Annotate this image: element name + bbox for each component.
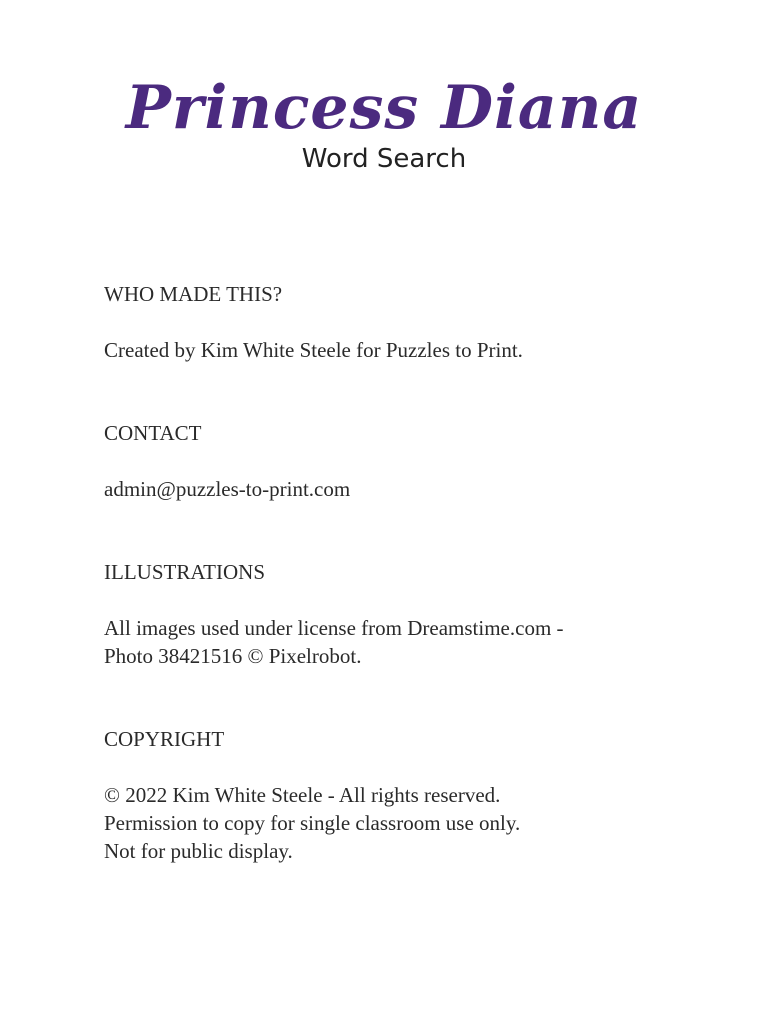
body-line: All images used under license from Dreamstime.com - xyxy=(104,616,564,640)
body-line: Created by Kim White Steele for Puzzles to Print. xyxy=(104,338,523,362)
body-line: Permission to copy for single classroom use only. xyxy=(104,811,521,835)
body-line: Photo 38421516 © Pixelrobot. xyxy=(104,644,362,668)
section-illustrations xyxy=(104,558,704,670)
contact-email: admin@puzzles-to-print.com xyxy=(104,477,351,501)
page-title: Princess Diana xyxy=(125,73,643,143)
section-body xyxy=(104,475,704,503)
credits-content xyxy=(104,280,704,920)
body-line: © 2022 Kim White Steele - All rights reserved. xyxy=(104,783,501,807)
section-heading: ILLUSTRATIONS xyxy=(104,560,265,584)
section-heading: CONTACT xyxy=(104,421,202,445)
section-contact xyxy=(104,419,704,503)
section-heading: WHO MADE THIS? xyxy=(104,282,283,306)
body-line: Not for public display. xyxy=(104,839,293,863)
section-body xyxy=(104,336,704,364)
section-who-made-this xyxy=(104,280,704,364)
header xyxy=(0,72,768,174)
section-heading: COPYRIGHT xyxy=(104,727,225,751)
section-body xyxy=(104,614,704,670)
section-body xyxy=(104,781,704,865)
page-subtitle: Word Search xyxy=(301,144,467,174)
section-copyright xyxy=(104,725,704,865)
